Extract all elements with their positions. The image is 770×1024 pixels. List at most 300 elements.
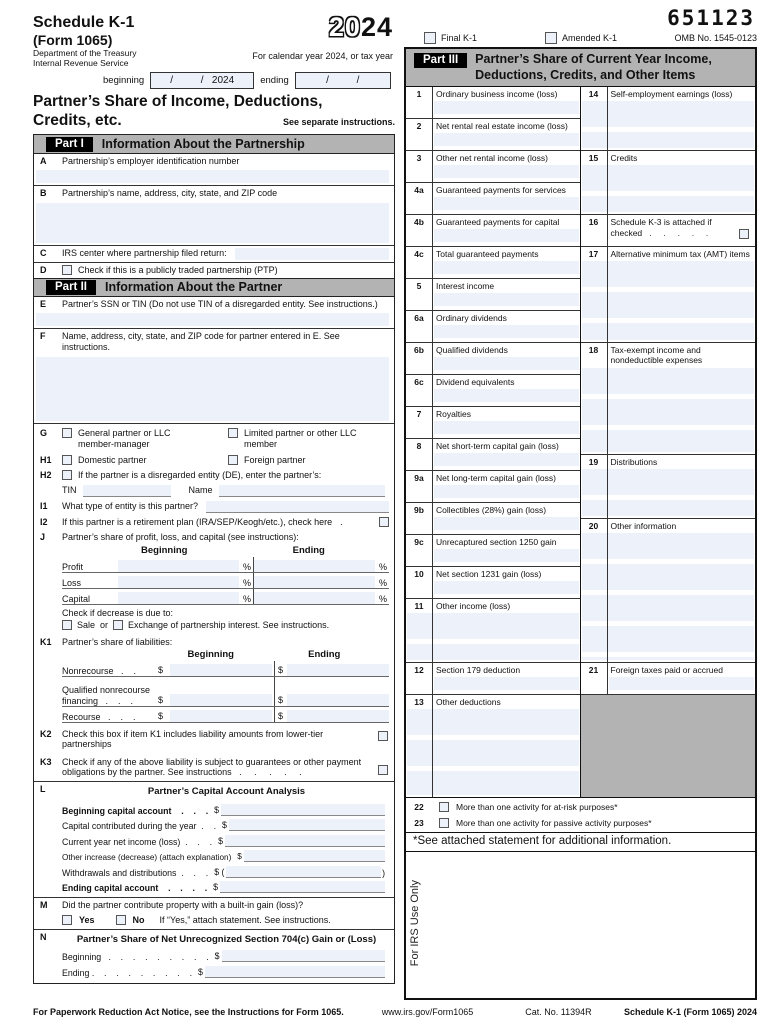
ending-label: ending bbox=[260, 74, 289, 86]
percent-sign: % bbox=[378, 594, 387, 605]
item-c-label: IRS center where partnership filed return: bbox=[62, 247, 227, 258]
withdrawals-label: Withdrawals and distributions . . . bbox=[62, 867, 209, 878]
line-label: Royalties bbox=[436, 409, 471, 420]
line-label: Guaranteed payments for services bbox=[436, 185, 566, 196]
activity-checkbox-rows bbox=[406, 798, 755, 833]
tax-year-period bbox=[103, 72, 395, 89]
line-number: 1 bbox=[416, 89, 422, 100]
line-number: 8 bbox=[416, 441, 422, 452]
lower-tier-checkbox[interactable] bbox=[378, 731, 388, 741]
line-7-amount-field[interactable] bbox=[434, 421, 579, 434]
row-j bbox=[34, 530, 394, 635]
row-b bbox=[34, 186, 394, 245]
part3-title-line1: Partner’s Share of Current Year Income, bbox=[475, 52, 712, 66]
line-number: 4b bbox=[414, 217, 424, 228]
dollar-sign: $ bbox=[213, 882, 219, 893]
line-20-row bbox=[581, 519, 756, 663]
line-9c-row bbox=[406, 535, 580, 567]
line-number: 3 bbox=[416, 153, 422, 164]
row-l bbox=[34, 782, 394, 898]
profit-row bbox=[62, 557, 389, 573]
see-separate-instructions: See separate instructions. bbox=[282, 116, 395, 127]
beginning-capital-field[interactable] bbox=[221, 804, 385, 816]
or-label: or bbox=[100, 620, 109, 631]
net-income-field[interactable] bbox=[225, 835, 385, 847]
entity-type-field[interactable] bbox=[206, 501, 389, 513]
dollar-sign: $ bbox=[214, 951, 220, 962]
part2-chip: Part II bbox=[46, 280, 96, 295]
line-23-row bbox=[406, 815, 755, 831]
other-increase-label: Other increase (decrease) (attach explanation) bbox=[62, 853, 232, 863]
line-4a-amount-field[interactable] bbox=[434, 197, 579, 210]
percent-sign: % bbox=[378, 562, 387, 573]
sale-checkbox[interactable] bbox=[62, 620, 72, 630]
catalog-number: Cat. No. 11394R bbox=[525, 1007, 592, 1017]
line-label: Collectibles (28%) gain (loss) bbox=[436, 505, 547, 516]
exchange-checkbox[interactable] bbox=[113, 620, 123, 630]
domestic-partner-checkbox[interactable] bbox=[62, 455, 72, 465]
row-k3 bbox=[34, 753, 394, 782]
part3-box bbox=[404, 47, 757, 1000]
line-4c-amount-field[interactable] bbox=[434, 261, 579, 274]
line-5-amount-field[interactable] bbox=[434, 293, 579, 306]
capital-beginning-field[interactable] bbox=[118, 592, 239, 604]
row-h1 bbox=[34, 452, 394, 468]
nonrecourse-beginning-field[interactable] bbox=[170, 664, 272, 676]
line-17-amount-field[interactable] bbox=[582, 261, 755, 340]
line-22-row bbox=[406, 799, 755, 815]
beginning-date-field[interactable]: / / 2024 bbox=[150, 72, 254, 89]
line-number: 22 bbox=[414, 802, 424, 813]
line-14-amount-field[interactable] bbox=[582, 101, 755, 148]
line-14-row bbox=[581, 87, 756, 151]
tin-label: TIN bbox=[62, 485, 77, 496]
line-number: 6b bbox=[414, 345, 424, 356]
line-12-row bbox=[406, 663, 580, 695]
item-b-label: Partnership’s name, address, city, state, and ZIP code bbox=[62, 188, 278, 199]
line-number: 7 bbox=[416, 409, 422, 420]
dollar-sign: $ bbox=[158, 665, 164, 676]
line-number: 20 bbox=[588, 521, 599, 532]
amended-k1-label: Amended K-1 bbox=[562, 33, 618, 43]
ptp-checkbox[interactable] bbox=[62, 265, 72, 275]
line-label: Total guaranteed payments bbox=[436, 249, 539, 260]
line-label: Interest income bbox=[436, 281, 495, 292]
loss-ending-field[interactable] bbox=[254, 576, 375, 588]
line-1-amount-field[interactable] bbox=[434, 101, 579, 114]
line-19-amount-field[interactable] bbox=[582, 469, 755, 516]
row-e bbox=[34, 297, 394, 329]
parts-1-2-box bbox=[33, 134, 395, 984]
row-m bbox=[34, 898, 394, 930]
schedule-k3-checkbox[interactable] bbox=[739, 229, 749, 239]
line-3-amount-field[interactable] bbox=[434, 165, 579, 178]
n-ending-field[interactable] bbox=[205, 966, 385, 978]
qualified-nonrecourse-ending-field[interactable] bbox=[287, 694, 389, 706]
n-beginning-field[interactable] bbox=[222, 950, 385, 962]
form-ocr-code: 651123 bbox=[667, 6, 755, 30]
n-beginning-row bbox=[34, 947, 391, 963]
n-beginning-label: Beginning . . . . . . . . . bbox=[62, 952, 209, 963]
ending-date-field[interactable]: / / bbox=[295, 72, 391, 89]
close-paren: ) bbox=[382, 867, 385, 878]
ending-capital-field[interactable] bbox=[220, 881, 385, 893]
dollar-sign: $ bbox=[222, 820, 227, 831]
line-label: Other deductions bbox=[436, 697, 501, 708]
row-h2 bbox=[34, 468, 394, 498]
line-4c-row bbox=[406, 247, 580, 279]
item-letter-g: G bbox=[40, 427, 48, 438]
line-4a-row bbox=[406, 183, 580, 215]
irs-center-field[interactable] bbox=[235, 248, 389, 260]
part3-right-subcolumn bbox=[581, 87, 756, 797]
partner-ssn-field[interactable] bbox=[36, 313, 389, 326]
row-f bbox=[34, 329, 394, 424]
line-number: 4a bbox=[414, 185, 424, 196]
k1-beginning-header: Beginning bbox=[187, 649, 234, 661]
leader-dot: . bbox=[340, 516, 343, 527]
item-letter-i2: I2 bbox=[40, 516, 48, 527]
row-n bbox=[34, 930, 394, 983]
irs-use-only-label: For IRS Use Only bbox=[409, 880, 421, 967]
line-6a-amount-field[interactable] bbox=[434, 325, 579, 338]
item-letter-e: E bbox=[40, 298, 47, 309]
item-a-label: Partnership’s employer identification number bbox=[62, 156, 240, 167]
see-attached-note: *See attached statement for additional information. bbox=[406, 833, 755, 852]
item-letter-b: B bbox=[40, 188, 47, 199]
line-11-amount-field[interactable] bbox=[407, 613, 579, 660]
line-5-row bbox=[406, 279, 580, 311]
k1-ending-header: Ending bbox=[308, 649, 341, 661]
capital-contributed-field[interactable] bbox=[229, 819, 385, 831]
line-label: Distributions bbox=[610, 457, 658, 468]
line-label: Net section 1231 gain (loss) bbox=[436, 569, 542, 580]
n-ending-row bbox=[34, 962, 391, 978]
line-4b-amount-field[interactable] bbox=[434, 229, 579, 242]
line-1-row bbox=[406, 87, 580, 119]
net-income-label: Current year net income (loss) . . . bbox=[62, 836, 213, 847]
line-6a-row bbox=[406, 311, 580, 343]
partner-address-field[interactable] bbox=[36, 357, 389, 421]
limited-partner-checkbox[interactable] bbox=[228, 428, 238, 438]
passive-activity-checkbox[interactable] bbox=[439, 818, 449, 828]
part3-body bbox=[406, 87, 755, 798]
exchange-label: Exchange of partnership interest. See instructions. bbox=[128, 620, 330, 631]
line-number: 18 bbox=[588, 345, 599, 356]
line-10-row bbox=[406, 567, 580, 599]
loss-beginning-field[interactable] bbox=[118, 576, 239, 588]
profit-beginning-field[interactable] bbox=[118, 560, 239, 572]
year-bold-digits: 24 bbox=[360, 12, 393, 42]
item-letter-h1: H1 bbox=[40, 455, 52, 466]
row-c bbox=[34, 246, 394, 263]
line-label: Unrecaptured section 1250 gain bbox=[436, 537, 557, 548]
line-6c-row bbox=[406, 375, 580, 407]
row-g bbox=[34, 424, 394, 453]
qualified-nonrecourse-beginning-field[interactable] bbox=[170, 694, 272, 706]
line-number: 23 bbox=[414, 818, 424, 829]
year-block bbox=[252, 14, 395, 69]
limited-partner-label: Limited partner or other LLC member bbox=[244, 427, 357, 449]
line-label: Guaranteed payments for capital bbox=[436, 217, 560, 228]
percent-sign: % bbox=[378, 578, 387, 589]
line-number: 10 bbox=[414, 569, 424, 580]
j-ending-header: Ending bbox=[292, 545, 325, 557]
no-label: No bbox=[132, 914, 145, 925]
dollar-sign: $ bbox=[278, 711, 284, 722]
item-letter-n: N bbox=[40, 931, 47, 942]
recourse-beginning-field[interactable] bbox=[170, 710, 272, 722]
dollar-sign: $ bbox=[214, 804, 220, 815]
line-2-amount-field[interactable] bbox=[434, 133, 579, 146]
row-i2 bbox=[34, 515, 394, 530]
form-id-block bbox=[33, 14, 136, 69]
section-704c-title: Partner’s Share of Net Unrecognized Section 704(c) Gain or (Loss) bbox=[76, 933, 377, 945]
line-label: Foreign taxes paid or accrued bbox=[610, 665, 723, 676]
foreign-partner-checkbox[interactable] bbox=[228, 455, 238, 465]
line-9b-amount-field[interactable] bbox=[434, 517, 579, 530]
dollar-sign: $ bbox=[218, 835, 223, 846]
nonrecourse-row bbox=[62, 661, 389, 677]
line-number: 14 bbox=[588, 89, 599, 100]
k3-label: Check if any of the above liability is subject to guarantees or other payment obligations by the partner. See instructions . . . . . bbox=[62, 757, 364, 778]
line-label: Ordinary dividends bbox=[436, 313, 507, 324]
row-i1 bbox=[34, 499, 394, 515]
at-risk-checkbox[interactable] bbox=[439, 802, 449, 812]
paperwork-notice: For Paperwork Reduction Act Notice, see the Instructions for Form 1065. bbox=[33, 1007, 344, 1017]
row-a bbox=[34, 154, 394, 186]
item-letter-k3: K3 bbox=[40, 757, 52, 768]
line-label: Net long-term capital gain (loss) bbox=[436, 473, 556, 484]
final-k1-label: Final K-1 bbox=[441, 33, 478, 43]
line-13-row bbox=[406, 695, 580, 797]
row-k2 bbox=[34, 725, 394, 753]
item-letter-k1: K1 bbox=[40, 637, 52, 648]
ending-capital-label: Ending capital account . . . . bbox=[62, 883, 208, 894]
line-11-row bbox=[406, 599, 580, 663]
line-number: 2 bbox=[416, 121, 422, 132]
dollar-open-paren: $ ( bbox=[214, 866, 225, 877]
n-ending-label: Ending . . . . . . . . . bbox=[62, 967, 193, 978]
line-10-amount-field[interactable] bbox=[434, 581, 579, 594]
form-number: (Form 1065) bbox=[33, 31, 113, 48]
left-column bbox=[33, 6, 395, 1000]
name-label: Name bbox=[188, 485, 213, 496]
line-4b-row bbox=[406, 215, 580, 247]
item-letter-h2: H2 bbox=[40, 470, 52, 481]
final-amended-row bbox=[424, 32, 757, 44]
department-line1: Department of the Treasury bbox=[33, 47, 137, 58]
line-18-row bbox=[581, 343, 756, 455]
decrease-label: Check if decrease is due to: bbox=[62, 608, 174, 619]
line-number: 9c bbox=[414, 537, 424, 548]
recourse-ending-field[interactable] bbox=[287, 710, 389, 722]
disregarded-entity-label: If the partner is a disregarded entity (DE), enter the partner’s: bbox=[78, 470, 322, 481]
item-letter-i1: I1 bbox=[40, 501, 48, 512]
de-tin-field[interactable] bbox=[83, 485, 171, 497]
passive-activity-label: More than one activity for passive activity purposes* bbox=[456, 818, 652, 829]
capital-label: Capital bbox=[62, 594, 91, 605]
line-18-amount-field[interactable] bbox=[582, 368, 755, 453]
line-21-row bbox=[581, 663, 756, 695]
profit-ending-field[interactable] bbox=[254, 560, 375, 572]
line-8-row bbox=[406, 439, 580, 471]
k1-column-headers bbox=[154, 649, 381, 660]
line-13-amount-field[interactable] bbox=[407, 709, 579, 795]
line-16-row bbox=[581, 215, 756, 247]
ending-capital-row bbox=[34, 878, 391, 894]
line-21-amount-field[interactable] bbox=[609, 677, 755, 690]
de-name-field[interactable] bbox=[219, 485, 385, 497]
amended-k1-checkbox[interactable] bbox=[545, 32, 557, 44]
line-label: Qualified dividends bbox=[436, 345, 508, 356]
withdrawals-row bbox=[34, 862, 391, 878]
liabilities-label: Partner’s share of liabilities: bbox=[62, 637, 173, 648]
percent-sign: % bbox=[242, 578, 251, 589]
line-16-checked-line bbox=[611, 227, 756, 238]
profit-loss-capital-label: Partner’s share of profit, loss, and capital (see instructions): bbox=[62, 531, 299, 542]
item-letter-j: J bbox=[40, 531, 46, 542]
capital-account-title: Partner’s Capital Account Analysis bbox=[147, 786, 306, 798]
qualified-nonrecourse-label: Qualified nonrecourse financing . . . bbox=[62, 684, 153, 706]
line-number: 5 bbox=[416, 281, 422, 292]
item-letter-m: M bbox=[40, 900, 48, 911]
calendar-year-text: For calendar year 2024, or tax year bbox=[252, 51, 393, 61]
nonrecourse-ending-field[interactable] bbox=[287, 664, 389, 676]
item-letter-a: A bbox=[40, 156, 47, 167]
nonrecourse-label: Nonrecourse . . bbox=[62, 665, 137, 676]
line-17-row bbox=[581, 247, 756, 343]
line-number: 21 bbox=[588, 665, 599, 676]
part3-bar bbox=[406, 49, 755, 87]
j-beginning-header: Beginning bbox=[141, 545, 188, 557]
other-increase-field[interactable] bbox=[244, 850, 385, 862]
qualified-nonrecourse-row bbox=[62, 677, 389, 707]
m-note: If “Yes,” attach statement. See instructions. bbox=[159, 914, 331, 925]
line-label: Other income (loss) bbox=[436, 601, 511, 612]
part1-title: Information About the Partnership bbox=[101, 137, 305, 152]
line-9a-amount-field[interactable] bbox=[434, 485, 579, 498]
built-in-gain-question: Did the partner contribute property with a built-in gain (loss)? bbox=[62, 900, 304, 911]
form-title-row2 bbox=[33, 112, 395, 131]
line-label: Self-employment earnings (loss) bbox=[610, 89, 733, 100]
line-number: 11 bbox=[414, 601, 424, 612]
loss-row bbox=[62, 573, 389, 589]
no-checkbox[interactable] bbox=[116, 915, 126, 925]
entity-type-label: What type of entity is this partner? bbox=[62, 501, 199, 512]
part3-title bbox=[475, 52, 712, 83]
tax-year bbox=[252, 14, 393, 41]
line-label: Other net rental income (loss) bbox=[436, 153, 548, 164]
checked-leader-label: checked . . . . . bbox=[610, 228, 709, 239]
yes-label: Yes bbox=[79, 914, 95, 925]
schedule-name: Schedule K-1 bbox=[33, 14, 135, 31]
beginning-capital-row bbox=[34, 800, 391, 816]
department-line2: Internal Revenue Service bbox=[33, 58, 129, 69]
part3-left-subcolumn bbox=[406, 87, 581, 797]
general-partner-label: General partner or LLC member-manager bbox=[78, 427, 171, 449]
line-number: 19 bbox=[588, 457, 599, 468]
line-label: Alternative minimum tax (AMT) items bbox=[610, 249, 750, 260]
withdrawals-field[interactable] bbox=[226, 866, 381, 878]
line-number: 6a bbox=[414, 313, 424, 324]
dollar-sign: $ bbox=[158, 711, 164, 722]
item-d-label: Check if this is a publicly traded partnership (PTP) bbox=[78, 264, 278, 275]
line-label: Section 179 deduction bbox=[436, 665, 521, 676]
line-8-amount-field[interactable] bbox=[434, 453, 579, 466]
line-label: Net short-term capital gain (loss) bbox=[436, 441, 559, 452]
line-number: 13 bbox=[414, 697, 424, 708]
percent-sign: % bbox=[242, 562, 251, 573]
item-letter-k2: K2 bbox=[40, 729, 52, 740]
year-outline-digits: 20 bbox=[328, 12, 361, 42]
part1-chip: Part I bbox=[46, 137, 93, 152]
general-partner-checkbox[interactable] bbox=[62, 428, 72, 438]
part2-title: Information About the Partner bbox=[104, 280, 283, 295]
line-12-amount-field[interactable] bbox=[434, 677, 579, 690]
guarantees-checkbox[interactable] bbox=[378, 765, 388, 775]
form-footer-id: Schedule K-1 (Form 1065) 2024 bbox=[623, 1007, 757, 1017]
partnership-address-field[interactable] bbox=[36, 203, 389, 243]
beginning-label: beginning bbox=[103, 74, 145, 86]
line-number: 9a bbox=[414, 473, 424, 484]
other-increase-row bbox=[34, 847, 391, 863]
j-column-headers bbox=[92, 545, 381, 556]
item-letter-d: D bbox=[40, 264, 47, 275]
line-label: Net rental real estate income (loss) bbox=[436, 121, 568, 132]
line-6b-amount-field[interactable] bbox=[434, 357, 579, 370]
line-15-amount-field[interactable] bbox=[582, 165, 755, 212]
line-3-row bbox=[406, 151, 580, 183]
line-9a-row bbox=[406, 471, 580, 503]
loss-label: Loss bbox=[62, 578, 82, 589]
line-6b-row bbox=[406, 343, 580, 375]
line-label: Dividend equivalents bbox=[436, 377, 515, 388]
capital-ending-field[interactable] bbox=[254, 592, 375, 604]
line-number: 6c bbox=[414, 377, 424, 388]
dollar-sign: $ bbox=[278, 665, 284, 676]
page-footer bbox=[33, 1007, 757, 1017]
line-9c-amount-field[interactable] bbox=[434, 549, 579, 562]
right-column bbox=[404, 6, 757, 1000]
line-number: 4c bbox=[414, 249, 424, 260]
line-6c-amount-field[interactable] bbox=[434, 389, 579, 402]
line-label: Tax-exempt income and bbox=[610, 345, 701, 356]
form-title-line1: Partner’s Share of Income, Deductions, bbox=[33, 92, 323, 110]
capital-contributed-row bbox=[34, 816, 391, 832]
beginning-capital-label: Beginning capital account . . . bbox=[62, 805, 209, 816]
item-letter-c: C bbox=[40, 247, 47, 258]
item-letter-f: F bbox=[40, 331, 46, 342]
ein-field[interactable] bbox=[36, 170, 389, 183]
k2-label: Check this box if item K1 includes liability amounts from lower-tier partnerships bbox=[62, 729, 324, 750]
retirement-plan-checkbox[interactable] bbox=[379, 517, 389, 527]
recourse-row bbox=[62, 707, 389, 723]
item-f-label: Name, address, city, state, and ZIP code for partner entered in E. See instructions. bbox=[62, 331, 340, 353]
retirement-plan-label: If this partner is a retirement plan (IRA/SEP/Keogh/etc.), check here bbox=[62, 516, 333, 527]
line-label: Ordinary business income (loss) bbox=[436, 89, 558, 100]
disregarded-entity-checkbox[interactable] bbox=[62, 470, 72, 480]
line-number: 15 bbox=[588, 153, 599, 164]
decrease-options bbox=[62, 620, 391, 630]
capital-contributed-label: Capital contributed during the year . . bbox=[62, 821, 217, 832]
net-income-row bbox=[34, 831, 391, 847]
line-number: 9b bbox=[414, 505, 424, 516]
line-20-amount-field[interactable] bbox=[582, 533, 755, 660]
final-k1-checkbox[interactable] bbox=[424, 32, 436, 44]
line-7-row bbox=[406, 407, 580, 439]
yes-checkbox[interactable] bbox=[62, 915, 72, 925]
